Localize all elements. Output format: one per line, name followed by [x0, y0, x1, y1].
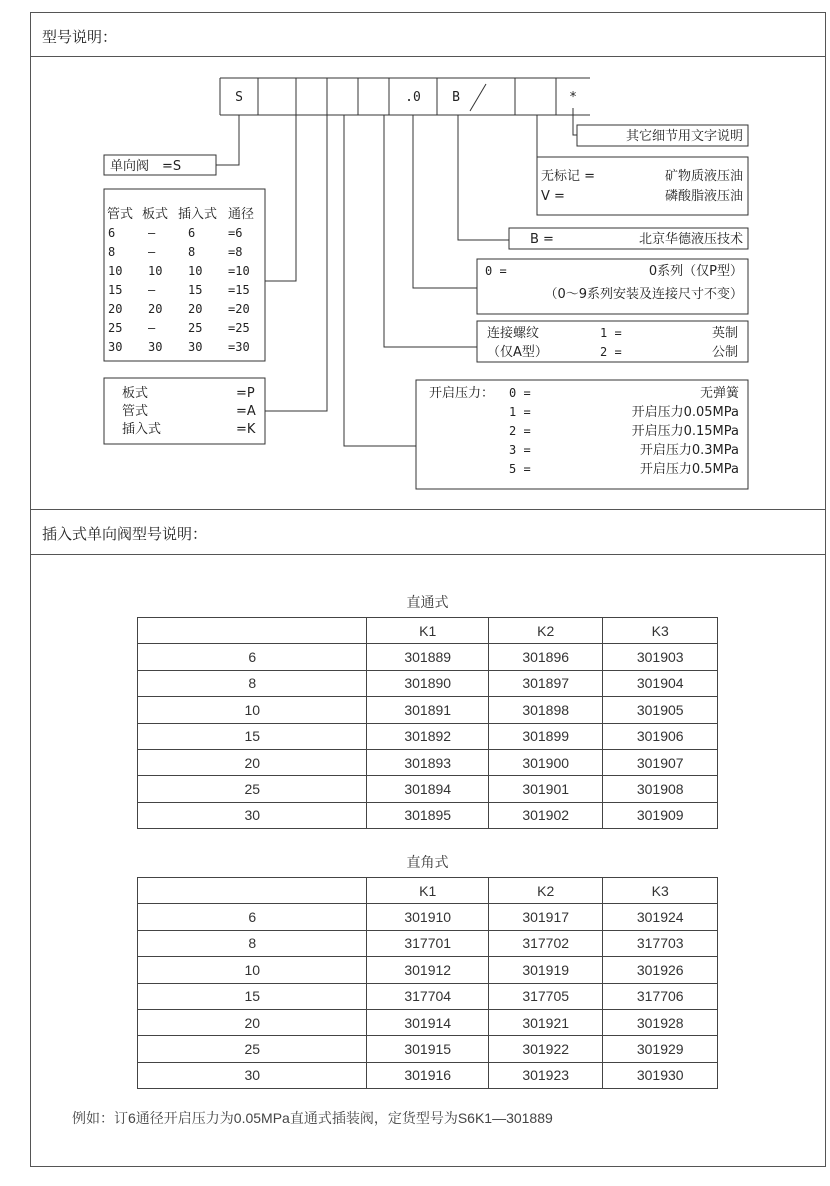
row-size-cell: 25 [138, 1036, 367, 1062]
part-number-cell: 301890 [367, 670, 488, 696]
part-number-cell: 301900 [488, 749, 603, 775]
size-cell: 30 [188, 340, 203, 354]
size-cell: 25 [188, 321, 203, 335]
size-cell: 6 [188, 226, 196, 240]
table-row [138, 802, 718, 828]
part-number-cell: 317706 [603, 983, 718, 1009]
pressure-value: 无弹簧 [699, 386, 739, 401]
row-size-cell: 30 [138, 1062, 367, 1088]
row-size-cell: 6 [138, 904, 367, 930]
part-number-cell: 301893 [367, 749, 488, 775]
table-caption-straight: 直通式 [406, 595, 449, 611]
size-cell: – [148, 226, 156, 240]
size-cell: 10 [188, 264, 203, 278]
row-size-cell: 8 [138, 930, 367, 956]
table-caption-angle: 直角式 [406, 855, 449, 871]
part-number-cell: 301889 [367, 644, 488, 670]
part-number-cell: 301905 [603, 697, 718, 723]
size-cell: 20 [108, 302, 123, 316]
code-cell-s: S [235, 90, 243, 105]
medium-key: 无标记 = [541, 169, 596, 184]
size-cell: – [148, 321, 156, 335]
other-details-label: 其它细节用文字说明 [625, 129, 743, 144]
part-number-cell: 301930 [603, 1062, 718, 1088]
part-number-cell: 301912 [367, 957, 488, 983]
part-number-cell: 301892 [367, 723, 488, 749]
table-row [138, 644, 718, 670]
size-cell: =8 [228, 245, 243, 259]
part-number-cell: 317702 [488, 930, 603, 956]
type-pipe: 管式 [122, 404, 149, 419]
part-number-cell: 301928 [603, 1009, 718, 1035]
part-number-cell: 301926 [603, 957, 718, 983]
part-number-cell: 301902 [488, 802, 603, 828]
row-size-cell: 15 [138, 983, 367, 1009]
pressure-value: 开启压力0.3MPa [639, 443, 739, 458]
table-row [138, 878, 718, 904]
code-cell-star: * [569, 90, 577, 105]
size-cell: 6 [108, 226, 116, 240]
part-number-cell: 301919 [488, 957, 603, 983]
part-number-cell: 317703 [603, 930, 718, 956]
table-row [138, 670, 718, 696]
part-number-cell: 301916 [367, 1062, 488, 1088]
part-number-cell: 301909 [603, 802, 718, 828]
maker-key: B = [530, 232, 554, 247]
size-cell: 20 [188, 302, 203, 316]
part-number-cell: 301903 [603, 644, 718, 670]
pressure-key: 1 = [509, 405, 531, 419]
part-number-cell: 301896 [488, 644, 603, 670]
size-cell: – [148, 245, 156, 259]
pressure-label: 开启压力： [429, 386, 495, 401]
size-cell: =10 [228, 264, 250, 278]
row-size-cell: 10 [138, 697, 367, 723]
pressure-key: 3 = [509, 443, 531, 457]
part-number-cell: K2 [488, 618, 603, 644]
table-row [138, 904, 718, 930]
part-number-cell: 301901 [488, 776, 603, 802]
pressure-key: 2 = [509, 424, 531, 438]
medium-value: 磷酸脂液压油 [664, 189, 743, 204]
row-size-cell [138, 878, 367, 904]
thread-label: 连接螺纹 [487, 326, 540, 341]
part-number-cell: 317705 [488, 983, 603, 1009]
model-code-diagram [0, 0, 830, 510]
row-size-cell: 20 [138, 1009, 367, 1035]
thread-value: 公制 [711, 345, 738, 360]
type-insert-code: =K [236, 422, 256, 437]
row-size-cell: 25 [138, 776, 367, 802]
part-number-cell: 301922 [488, 1036, 603, 1062]
row-size-cell: 8 [138, 670, 367, 696]
part-number-cell: 301921 [488, 1009, 603, 1035]
size-cell: 8 [188, 245, 196, 259]
thread-value: 英制 [711, 326, 738, 341]
series-value: 0系列（仅P型） [648, 264, 743, 279]
part-number-cell: 301904 [603, 670, 718, 696]
type-plate-code: =P [236, 386, 255, 401]
part-number-cell: 301895 [367, 802, 488, 828]
size-cell: 30 [148, 340, 163, 354]
series-key: 0 = [485, 264, 507, 278]
table-row [138, 957, 718, 983]
row-size-cell: 10 [138, 957, 367, 983]
size-header: 插入式 [178, 207, 218, 222]
type-pipe-code: =A [236, 404, 256, 419]
part-number-cell: 301891 [367, 697, 488, 723]
pressure-value: 开启压力0.5MPa [639, 462, 739, 477]
size-header: 通径 [228, 207, 255, 222]
part-number-cell: K2 [488, 878, 603, 904]
part-number-cell: 301923 [488, 1062, 603, 1088]
size-cell: 25 [108, 321, 123, 335]
size-cell: =25 [228, 321, 250, 335]
size-cell: – [148, 283, 156, 297]
type-plate: 板式 [122, 386, 149, 401]
part-number-cell: 301899 [488, 723, 603, 749]
pressure-value: 开启压力0.05MPa [631, 405, 739, 420]
pressure-key: 0 = [509, 386, 531, 400]
pressure-key: 5 = [509, 462, 531, 476]
valve-label: 单向阀 =S [110, 159, 182, 174]
size-cell: =15 [228, 283, 250, 297]
code-cell-series: .0 [405, 90, 421, 105]
divider [30, 554, 826, 555]
thread-key: 1 = [600, 326, 622, 340]
table-row [138, 723, 718, 749]
part-number-cell: 301929 [603, 1036, 718, 1062]
part-number-cell: 301907 [603, 749, 718, 775]
table-row [138, 1062, 718, 1088]
row-size-cell: 20 [138, 749, 367, 775]
size-cell: =30 [228, 340, 250, 354]
part-number-cell: 301908 [603, 776, 718, 802]
table-row [138, 618, 718, 644]
part-number-cell: K3 [603, 618, 718, 644]
table-straight [137, 617, 718, 829]
part-number-cell: 301924 [603, 904, 718, 930]
row-size-cell: 6 [138, 644, 367, 670]
table-angle [137, 877, 718, 1089]
part-number-cell: 301910 [367, 904, 488, 930]
size-cell: 15 [108, 283, 123, 297]
size-cell: =20 [228, 302, 250, 316]
order-example: 例如：订6通径开启压力为0.05MPa直通式插装阀，定货型号为S6K1—301889 [72, 1110, 553, 1126]
part-number-cell: 301917 [488, 904, 603, 930]
part-number-cell: 301897 [488, 670, 603, 696]
maker-value: 北京华德液压技术 [638, 232, 743, 247]
thread-key: 2 = [600, 345, 622, 359]
medium-key: V = [541, 189, 565, 204]
part-number-cell: 301906 [603, 723, 718, 749]
row-size-cell: 30 [138, 802, 367, 828]
size-cell: 20 [148, 302, 163, 316]
size-cell: 8 [108, 245, 116, 259]
table-row [138, 983, 718, 1009]
medium-value: 矿物质液压油 [664, 169, 743, 184]
part-number-cell: K1 [367, 618, 488, 644]
part-number-cell: 317704 [367, 983, 488, 1009]
table-row [138, 1036, 718, 1062]
section-title-model: 型号说明： [42, 28, 118, 46]
size-header: 板式 [142, 207, 169, 222]
size-header: 管式 [107, 207, 134, 222]
table-row [138, 930, 718, 956]
series-note: （0～9系列安装及连接尺寸不变） [544, 287, 743, 302]
row-size-cell [138, 618, 367, 644]
code-cell-b: B [452, 90, 460, 105]
part-number-cell: 301915 [367, 1036, 488, 1062]
table-row [138, 697, 718, 723]
row-size-cell: 15 [138, 723, 367, 749]
part-number-cell: 317701 [367, 930, 488, 956]
part-number-cell: 301914 [367, 1009, 488, 1035]
part-number-cell: 301898 [488, 697, 603, 723]
part-number-cell: K1 [367, 878, 488, 904]
pressure-value: 开启压力0.15MPa [631, 424, 739, 439]
section-title-insert: 插入式单向阀型号说明： [42, 525, 208, 543]
size-cell: 10 [108, 264, 123, 278]
part-number-cell: 301894 [367, 776, 488, 802]
size-cell: 15 [188, 283, 203, 297]
size-cell: 10 [148, 264, 163, 278]
type-insert: 插入式 [122, 422, 162, 437]
table-row [138, 776, 718, 802]
size-cell: 30 [108, 340, 123, 354]
part-number-cell: K3 [603, 878, 718, 904]
table-row [138, 1009, 718, 1035]
thread-label: （仅A型） [487, 345, 548, 360]
size-cell: =6 [228, 226, 243, 240]
table-row [138, 749, 718, 775]
